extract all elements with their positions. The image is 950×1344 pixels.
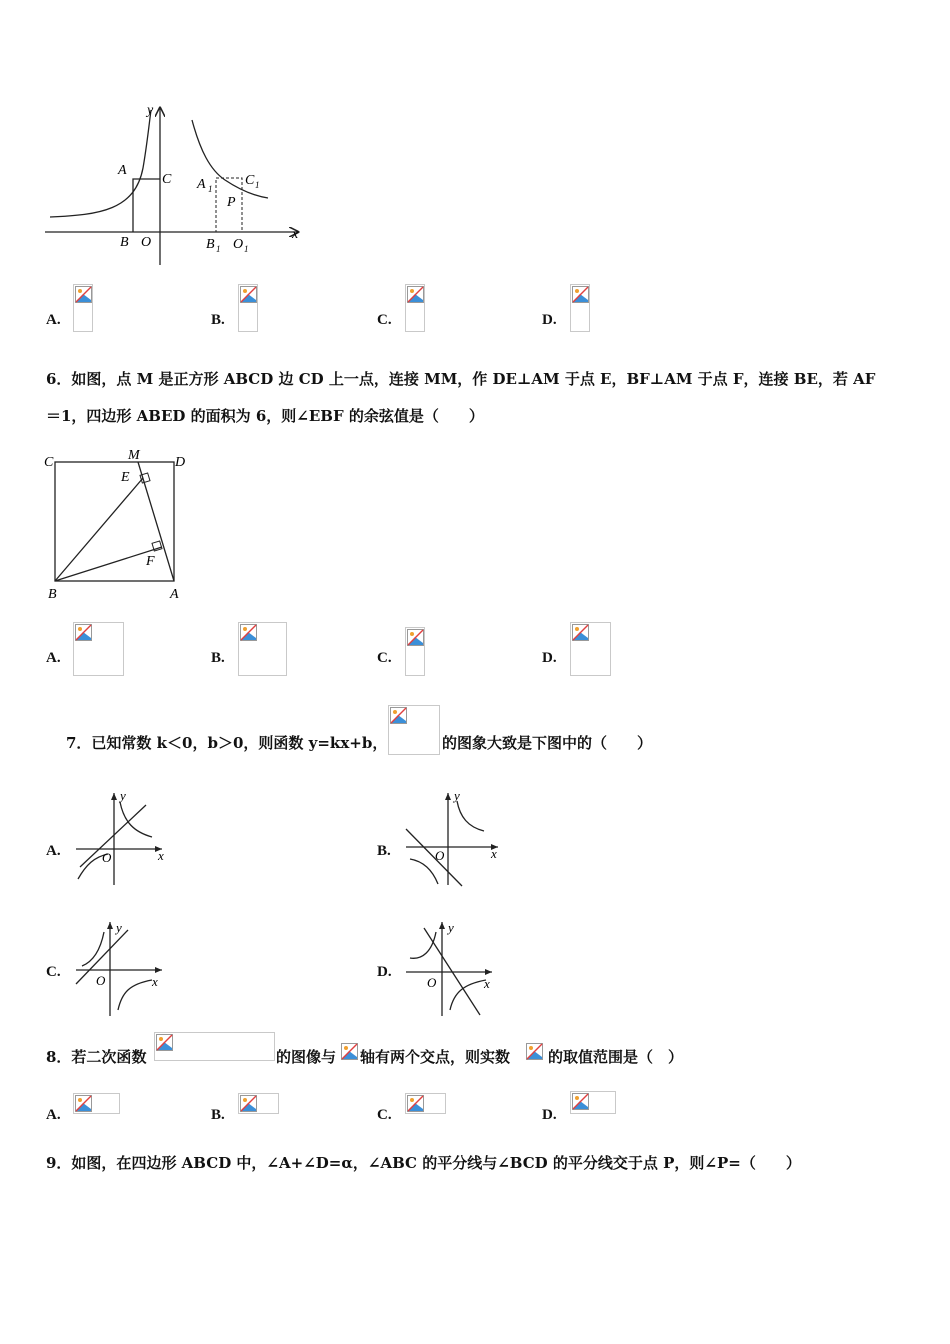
label-o: O [427, 975, 437, 990]
q7-graph-c [72, 918, 167, 1018]
q5-option-c: C. [377, 312, 392, 328]
q5-option-d: D. [542, 312, 557, 328]
label-b: B [48, 587, 57, 602]
q6-option-a: A. [46, 650, 61, 666]
segment-am [138, 462, 174, 581]
right-angle-f [152, 541, 162, 551]
q5-option-a: A. [46, 312, 61, 328]
label-c1-sub: 1 [255, 180, 260, 190]
broken-image-icon [390, 707, 407, 724]
q7-text-before: 7．已知常数 k＜0，b＞0，则函数 y=kx+b， [66, 734, 388, 752]
label-e: E [121, 470, 130, 485]
broken-image-icon [341, 1043, 358, 1060]
label-m: M [128, 448, 140, 463]
q8-text-part2: 的图像与 [276, 1048, 337, 1066]
broken-image-icon [526, 1043, 543, 1060]
broken-image-icon [75, 286, 92, 303]
q6-option-a-image [73, 622, 124, 676]
q6-option-c: C. [377, 650, 392, 666]
q9-text: 9．如图，在四边形 ABCD 中，∠A+∠D=α，∠ABC 的平分线与∠BCD 的平分线交于点 P，则∠P=（ ） [46, 1154, 801, 1172]
label-y: y [448, 920, 454, 935]
q7-option-b: B. [377, 843, 391, 859]
q5-option-b-image [238, 284, 258, 332]
label-b1-sub: 1 [216, 244, 221, 254]
q5-option-b: B. [211, 312, 225, 328]
q6-option-b: B. [211, 650, 225, 666]
q6-figure [40, 446, 200, 606]
label-o1-sub: 1 [244, 244, 249, 254]
q6-option-d-image [570, 622, 611, 676]
broken-image-icon [75, 624, 92, 641]
label-a: A [118, 163, 127, 178]
q8-text-part3: 轴有两个交点，则实数 [360, 1048, 511, 1066]
label-d: D [175, 455, 186, 470]
label-x: x [152, 974, 158, 989]
segment-be [55, 478, 143, 581]
q8-option-d: D. [542, 1107, 557, 1123]
label-x: x [158, 848, 164, 863]
left-branch-curve [50, 110, 151, 217]
label-y: y [120, 788, 126, 803]
q8-axis-image [341, 1043, 360, 1062]
q8-text-part1: 8．若二次函数 [46, 1048, 147, 1066]
q7-text-after: 的图象大致是下图中的（ ） [442, 734, 653, 752]
label-a1: A [197, 177, 206, 192]
broken-image-icon [156, 1034, 173, 1051]
q6-text-line2: ＝1，四边形 ABED 的面积为 6，则∠EBF 的余弦值是（ ） [46, 407, 484, 425]
q7-graph-b [402, 787, 504, 887]
q8-option-b-image [238, 1093, 279, 1114]
rect-abco [133, 179, 160, 232]
label-o: O [141, 235, 152, 250]
q6-text-line1: 6．如图，点 M 是正方形 ABCD 边 CD 上一点，连接 MM，作 DE⊥AM 于点 E，BF⊥AM 于点 F，连接 BE，若 AF [46, 370, 876, 388]
label-o: O [435, 848, 445, 863]
q5-option-d-image [570, 284, 590, 332]
q6-option-b-image [238, 622, 287, 676]
broken-image-icon [240, 624, 257, 641]
broken-image-icon [572, 624, 589, 641]
label-y: y [147, 103, 154, 118]
q8-option-d-image [570, 1091, 616, 1114]
broken-image-icon [240, 286, 257, 303]
q7-option-d: D. [377, 964, 392, 980]
q8-option-c: C. [377, 1107, 392, 1123]
q8-option-a: A. [46, 1107, 61, 1123]
q7-option-a: A. [46, 843, 61, 859]
broken-image-icon [572, 1093, 589, 1110]
broken-image-icon [407, 1095, 424, 1112]
q8-text-part4: 的取值范围是（ ） [548, 1048, 684, 1066]
label-c1: C [245, 173, 255, 188]
label-o: O [102, 850, 112, 865]
q8-function-image [154, 1032, 275, 1061]
q5-option-c-image [405, 284, 425, 332]
broken-image-icon [75, 1095, 92, 1112]
right-angle-e [140, 473, 150, 483]
q6-option-d: D. [542, 650, 557, 666]
broken-image-icon [572, 286, 589, 303]
broken-image-icon [240, 1095, 257, 1112]
q7-formula-image [388, 705, 440, 755]
broken-image-icon [407, 629, 424, 646]
label-x: x [484, 976, 490, 991]
label-b: B [120, 235, 129, 250]
label-b1: B [206, 237, 215, 252]
q8-option-b: B. [211, 1107, 225, 1123]
q6-option-c-image [405, 627, 425, 676]
label-a1-sub: 1 [208, 184, 213, 194]
q5-option-a-image [73, 284, 93, 332]
label-o1: O [233, 237, 244, 252]
q7-graph-d [402, 918, 498, 1018]
label-y: y [454, 788, 460, 803]
label-f: F [146, 554, 155, 569]
q8-option-c-image [405, 1093, 446, 1114]
label-x: x [491, 846, 497, 861]
label-o: O [96, 973, 106, 988]
label-p: P [227, 195, 236, 210]
label-c: C [162, 172, 172, 187]
label-x: x [292, 227, 299, 242]
label-y: y [116, 920, 122, 935]
label-c: C [44, 455, 54, 470]
q8-parameter-image [526, 1043, 547, 1062]
q5-figure [40, 100, 310, 270]
q7-option-c: C. [46, 964, 61, 980]
broken-image-icon [407, 286, 424, 303]
label-a: A [170, 587, 179, 602]
q8-option-a-image [73, 1093, 120, 1114]
q7-graph-a [72, 787, 170, 887]
